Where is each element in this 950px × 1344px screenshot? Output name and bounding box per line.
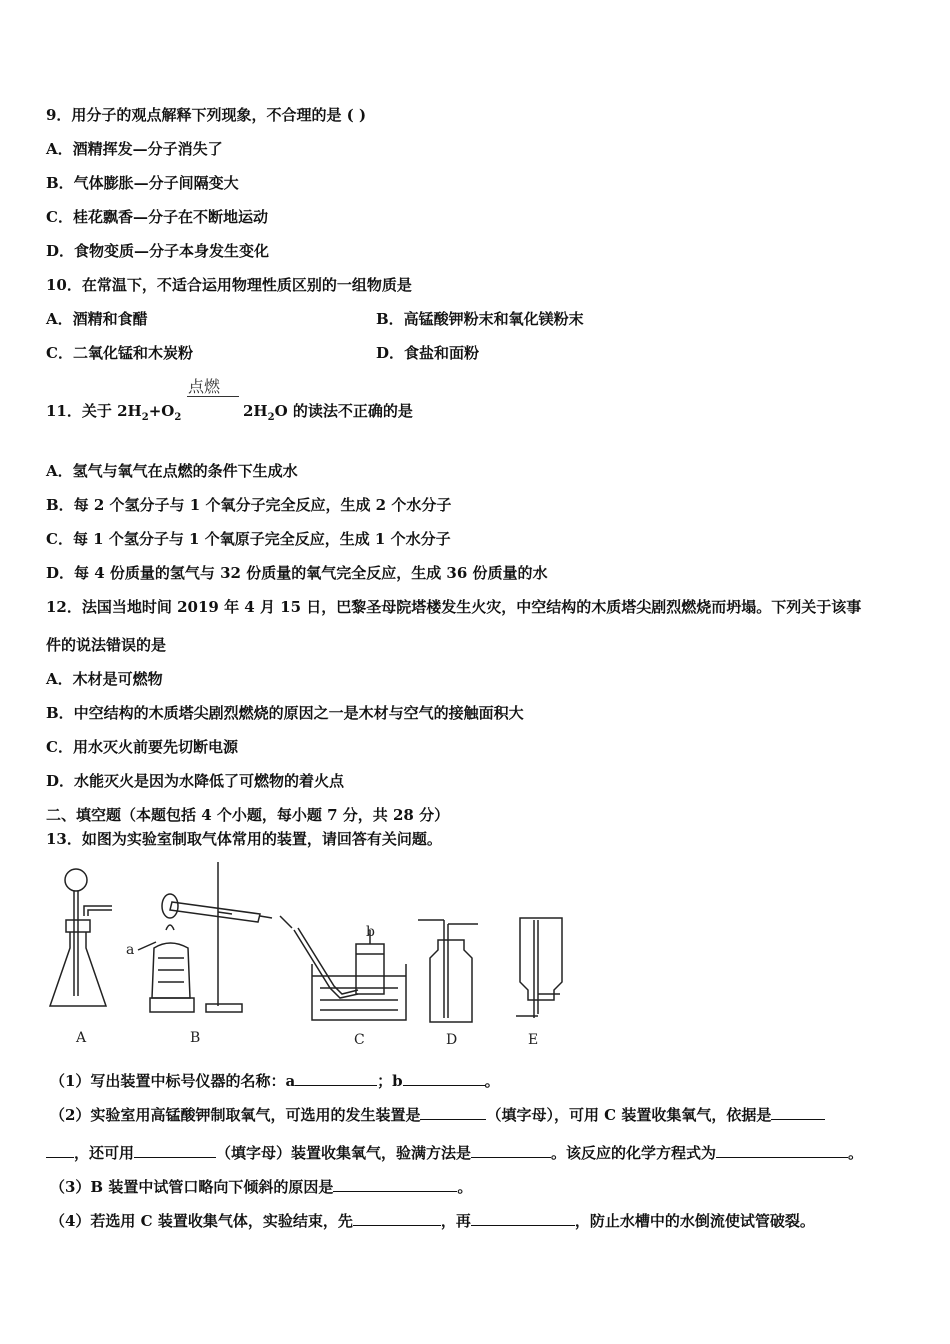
q13-stem: 13．如图为实验室制取气体常用的装置，请回答有关问题。 (46, 830, 442, 848)
q9-stem: 9．用分子的观点解释下列现象，不合理的是 ( ) (46, 106, 367, 124)
q12-option-a: A．木材是可燃物 (46, 670, 163, 688)
q9-option-d: D．食物变质—分子本身发生变化 (46, 242, 270, 260)
q13-part4-text3: ，防止水槽中的水倒流使试管破裂。 (574, 1212, 815, 1230)
q11-sub2: 2 (174, 412, 182, 423)
q13-part3-text1: （3）B 装置中试管口略向下倾斜的原因是 (50, 1178, 334, 1196)
q13-part4-text2: ，再 (440, 1212, 471, 1230)
q13-part1-text1: （1）写出装置中标号仪器的名称：a (50, 1072, 296, 1090)
q12-stem-line2: 件的说法错误的是 (46, 636, 167, 654)
q13-part1 (50, 1070, 500, 1091)
answer-blank-collect[interactable] (134, 1143, 216, 1158)
q13-part2-text2: （填字母），可用 C 装置收集氧气，依据是 (486, 1106, 772, 1124)
q11-stem-left (46, 400, 181, 423)
q12-option-d: D．水能灭火是因为水降低了可燃物的着火点 (46, 772, 345, 790)
answer-blank-device[interactable] (420, 1105, 486, 1120)
q13-part2-text1: （2）实验室用高锰酸钾制取氧气，可选用的发生装置是 (50, 1106, 421, 1124)
reaction-condition: 点燃 (188, 377, 221, 396)
q12-option-c: C．用水灭火前要先切断电源 (46, 738, 238, 756)
figure-label-e: E (528, 1032, 539, 1048)
q13-part2b-text1: ，还可用 (74, 1144, 135, 1162)
q11-option-b: B．每 2 个氢分子与 1 个氧分子完全反应，生成 2 个水分子 (46, 496, 452, 514)
answer-blank-then[interactable] (471, 1211, 575, 1226)
q11-prefix: 11．关于 2H (46, 402, 142, 420)
q13-part4 (50, 1210, 815, 1231)
apparatus-b-heating-setup (138, 862, 272, 1012)
q12-option-b: B．中空结构的木质塔尖剧烈燃烧的原因之一是木材与空气的接触面积大 (46, 704, 524, 722)
q11-plus: +O (148, 402, 175, 420)
q13-part2-continued (46, 1142, 863, 1163)
q11-suffix: O 的读法不正确的是 (274, 402, 413, 420)
reaction-equals-bar (187, 396, 239, 397)
answer-blank-reason[interactable] (333, 1177, 457, 1192)
apparatus-d-gas-bottle (418, 920, 478, 1022)
q9-option-c: C．桂花飘香—分子在不断地运动 (46, 208, 268, 226)
answer-blank-a[interactable] (295, 1071, 377, 1086)
q13-part2b-text3: 。该反应的化学方程式为 (551, 1144, 717, 1162)
q13-part4-text1: （4）若选用 C 装置收集气体，实验结束，先 (50, 1212, 353, 1230)
q10-option-a: A．酒精和食醋 (46, 310, 148, 328)
q13-part1-text3: 。 (484, 1072, 500, 1090)
q11-option-c: C．每 1 个氢分子与 1 个氧原子完全反应，生成 1 个水分子 (46, 530, 451, 548)
answer-blank-first[interactable] (353, 1211, 441, 1226)
section2-title: 二、填空题（本题包括 4 个小题，每小题 7 分，共 28 分） (46, 806, 450, 824)
apparatus-a-conical-flask (50, 869, 112, 1006)
q13-part3 (50, 1176, 472, 1197)
figure-label-a: A (76, 1030, 87, 1046)
q12-stem-line1: 12．法国当地时间 2019 年 4 月 15 日，巴黎圣母院塔楼发生火灾，中空结构的木质塔尖剧烈燃烧而坍塌。下列关于该事 (46, 598, 862, 616)
q9-option-b: B．气体膨胀—分子间隔变大 (46, 174, 239, 192)
q11-sub3: 2 (267, 412, 275, 423)
q10-stem: 10．在常温下，不适合运用物理性质区别的一组物质是 (46, 276, 412, 294)
q9-option-a: A．酒精挥发—分子消失了 (46, 140, 223, 158)
q10-option-d: D．食盐和面粉 (376, 344, 480, 362)
figure-label-d: D (446, 1032, 458, 1048)
q10-option-b: B．高锰酸钾粉末和氧化镁粉末 (376, 310, 584, 328)
q13-part3-text2: 。 (457, 1178, 473, 1196)
q11-option-d: D．每 4 份质量的氢气与 32 份质量的氧气完全反应，生成 36 份质量的水 (46, 564, 548, 582)
answer-blank-check[interactable] (471, 1143, 551, 1158)
lab-apparatus-figure (40, 858, 600, 1058)
marker-b: b (366, 924, 375, 940)
q11-sub1: 2 (141, 412, 149, 423)
answer-blank-equation[interactable] (716, 1143, 848, 1158)
apparatus-e-gas-bottle (516, 918, 562, 1018)
q11-option-a: A．氢气与氧气在点燃的条件下生成水 (46, 462, 298, 480)
figure-label-c: C (354, 1032, 365, 1048)
marker-a: a (126, 942, 135, 958)
q10-option-c: C．二氧化锰和木炭粉 (46, 344, 193, 362)
q11-stem-right (243, 400, 413, 423)
apparatus-c-water-trough (280, 916, 406, 1020)
q13-part2 (50, 1104, 825, 1125)
q11-product: 2H (243, 402, 268, 420)
q13-part2b-text2: （填字母）装置收集氧气，验满方法是 (216, 1144, 472, 1162)
q13-part1-text2: ；b (377, 1072, 403, 1090)
figure-label-b: B (190, 1030, 201, 1046)
answer-blank-basis[interactable] (771, 1105, 825, 1120)
q13-part2b-text4: 。 (848, 1144, 864, 1162)
answer-blank-b[interactable] (403, 1071, 485, 1086)
answer-blank-basis-cont[interactable] (46, 1143, 74, 1158)
